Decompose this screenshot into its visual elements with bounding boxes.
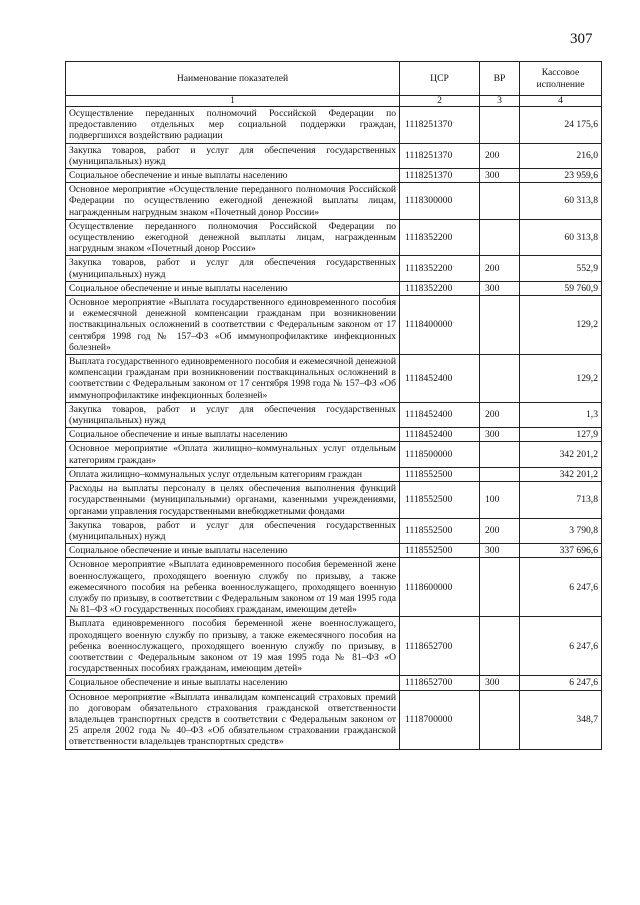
table-row [66, 256, 602, 281]
row-csr: 1118600000 [400, 558, 480, 617]
row-vr: 300 [480, 428, 520, 442]
row-sum: 342 201,2 [520, 442, 602, 467]
row-sum: 24 175,6 [520, 107, 602, 144]
row-csr: 1118700000 [400, 690, 480, 749]
row-name: Выплата государственного единовременного пособия и ежемесячной денежной компенсации гражданам при возникновении поствакцинальных осложнений в соответствии с Федеральным законом от 17 сентября 1998 года № 157–ФЗ «Об иммунопрофилактике инфекционных болезней» [66, 355, 400, 403]
row-name: Осуществление переданных полномочий Российской Федерации по предоставлению отдельных мер социальной поддержки граждан, подвергшихся воздействию радиации [66, 107, 400, 144]
row-vr [480, 219, 520, 256]
row-csr: 1118452400 [400, 355, 480, 403]
row-csr: 1118452400 [400, 428, 480, 442]
table-row [66, 143, 602, 168]
row-csr: 1118352200 [400, 256, 480, 281]
page-number: 307 [570, 31, 593, 47]
table-row [66, 402, 602, 427]
row-csr: 1118500000 [400, 442, 480, 467]
row-name: Оплата жилищно–коммунальных услуг отдельным категориям граждан [66, 467, 400, 481]
row-vr [480, 690, 520, 749]
row-csr: 1118552500 [400, 544, 480, 558]
row-name: Социальное обеспечение и иные выплаты населению [66, 544, 400, 558]
row-sum: 6 247,6 [520, 676, 602, 690]
row-sum: 6 247,6 [520, 558, 602, 617]
row-csr: 1118251370 [400, 107, 480, 144]
row-csr: 1118400000 [400, 296, 480, 355]
table-row [66, 617, 602, 676]
row-csr: 1118352200 [400, 219, 480, 256]
table-row [66, 219, 602, 256]
row-vr [480, 296, 520, 355]
row-name: Основное мероприятие «Выплата единовременного пособия беременной жене военнослужащего, проходящего военную службу по призыву, а также ежемесячного пособия на ребенка военнослужащего, проходящего военную службу по призыву, в соответствии с Федеральным законом от 19 мая 1995 года № 81–ФЗ «О государственных пособиях гражданам, имеющим детей» [66, 558, 400, 617]
row-csr: 1118652700 [400, 676, 480, 690]
row-name: Основное мероприятие «Осуществление переданного полномочия Российской Федерации по осуществлению ежегодной денежной выплаты лицам, награжденным нагрудным знаком «Почетный донор России» [66, 183, 400, 220]
row-name: Выплата единовременного пособия беременной жене военнослужащего, проходящего военную службу по призыву, а также ежемесячного пособия на ребенка военнослужащего, проходящего военную службу по призыву, в соответствии с Федеральным законом от 19 мая 1995 года № 81–ФЗ «О государственных пособиях гражданам, имеющим детей» [66, 617, 400, 676]
row-vr: 300 [480, 544, 520, 558]
row-name: Социальное обеспечение и иные выплаты населению [66, 281, 400, 295]
row-vr: 300 [480, 676, 520, 690]
table-row [66, 676, 602, 690]
row-sum: 1,3 [520, 402, 602, 427]
row-csr: 1118352200 [400, 281, 480, 295]
header-name: Наименование показателей [66, 62, 400, 96]
row-name: Закупка товаров, работ и услуг для обеспечения государственных (муниципальных) нужд [66, 402, 400, 427]
row-csr: 1118251370 [400, 169, 480, 183]
row-sum: 129,2 [520, 355, 602, 403]
table-row [66, 428, 602, 442]
column-index: 4 [520, 96, 602, 107]
row-name: Социальное обеспечение и иные выплаты населению [66, 169, 400, 183]
row-vr: 200 [480, 518, 520, 543]
row-name: Расходы на выплаты персоналу в целях обеспечения выполнения функций государственными (муниципальными) органами, казенными учреждениями, органами управления государственными внебюджетными фондами [66, 482, 400, 519]
table-body [66, 107, 602, 750]
table-row [66, 183, 602, 220]
row-vr: 200 [480, 256, 520, 281]
table-row [66, 690, 602, 749]
row-csr: 1118552500 [400, 467, 480, 481]
table-row [66, 169, 602, 183]
table-row [66, 281, 602, 295]
row-sum: 552,9 [520, 256, 602, 281]
row-sum: 337 696,6 [520, 544, 602, 558]
row-name: Закупка товаров, работ и услуг для обеспечения государственных (муниципальных) нужд [66, 143, 400, 168]
row-name: Основное мероприятие «Выплата государственного единовременного пособия и ежемесячной денежной компенсации гражданам при возникновении поствакцинальных осложнений в соответствии с Федеральным законом от 17 сентября 1998 год № 157–ФЗ «Об иммунопрофилактике инфекционных болезней» [66, 296, 400, 355]
row-vr: 300 [480, 281, 520, 295]
row-vr: 100 [480, 482, 520, 519]
row-csr: 1118452400 [400, 402, 480, 427]
table-header-row [66, 62, 602, 96]
row-sum: 216,0 [520, 143, 602, 168]
row-sum: 713,8 [520, 482, 602, 519]
row-vr [480, 107, 520, 144]
row-vr: 300 [480, 169, 520, 183]
table-row [66, 296, 602, 355]
row-vr: 200 [480, 143, 520, 168]
row-name: Социальное обеспечение и иные выплаты населению [66, 676, 400, 690]
row-sum: 129,2 [520, 296, 602, 355]
header-sum: Кассовое исполнение [520, 62, 602, 96]
row-sum: 23 959,6 [520, 169, 602, 183]
table-row [66, 544, 602, 558]
row-sum: 60 313,8 [520, 219, 602, 256]
row-name: Социальное обеспечение и иные выплаты населению [66, 428, 400, 442]
row-name: Закупка товаров, работ и услуг для обеспечения государственных (муниципальных) нужд [66, 518, 400, 543]
row-name: Основное мероприятие «Выплата инвалидам компенсаций страховых премий по договорам обязательного страхования гражданской ответственности владельцев транспортных средств в соответствии с Федеральным законом от 25 апреля 2002 года № 40–ФЗ «Об обязательном страховании гражданской ответственности владельцев транспортных средств» [66, 690, 400, 749]
header-csr: ЦСР [400, 62, 480, 96]
column-index: 3 [480, 96, 520, 107]
budget-table [65, 61, 602, 750]
row-csr: 1118251370 [400, 143, 480, 168]
row-csr: 1118652700 [400, 617, 480, 676]
row-sum: 127,9 [520, 428, 602, 442]
row-vr [480, 442, 520, 467]
row-csr: 1118552500 [400, 482, 480, 519]
row-vr: 200 [480, 402, 520, 427]
row-vr [480, 617, 520, 676]
row-sum: 60 313,8 [520, 183, 602, 220]
row-csr: 1118552500 [400, 518, 480, 543]
table-row [66, 442, 602, 467]
row-vr [480, 467, 520, 481]
row-vr [480, 355, 520, 403]
table-row [66, 107, 602, 144]
column-index-row [66, 96, 602, 107]
row-sum: 3 790,8 [520, 518, 602, 543]
table-row [66, 558, 602, 617]
row-sum: 6 247,6 [520, 617, 602, 676]
row-csr: 1118300000 [400, 183, 480, 220]
row-sum: 59 760,9 [520, 281, 602, 295]
table-row [66, 467, 602, 481]
column-index: 2 [400, 96, 480, 107]
row-vr [480, 183, 520, 220]
header-vr: ВР [480, 62, 520, 96]
row-sum: 348,7 [520, 690, 602, 749]
row-sum: 342 201,2 [520, 467, 602, 481]
table-row [66, 482, 602, 519]
row-name: Основное мероприятие «Оплата жилищно–коммунальных услуг отдельным категориям граждан» [66, 442, 400, 467]
row-vr [480, 558, 520, 617]
table-row [66, 518, 602, 543]
row-name: Закупка товаров, работ и услуг для обеспечения государственных (муниципальных) нужд [66, 256, 400, 281]
column-index: 1 [66, 96, 400, 107]
table-row [66, 355, 602, 403]
row-name: Осуществление переданного полномочия Российской Федерации по осуществлению ежегодной денежной выплаты лицам, награжденным нагрудным знаком «Почетный донор России» [66, 219, 400, 256]
